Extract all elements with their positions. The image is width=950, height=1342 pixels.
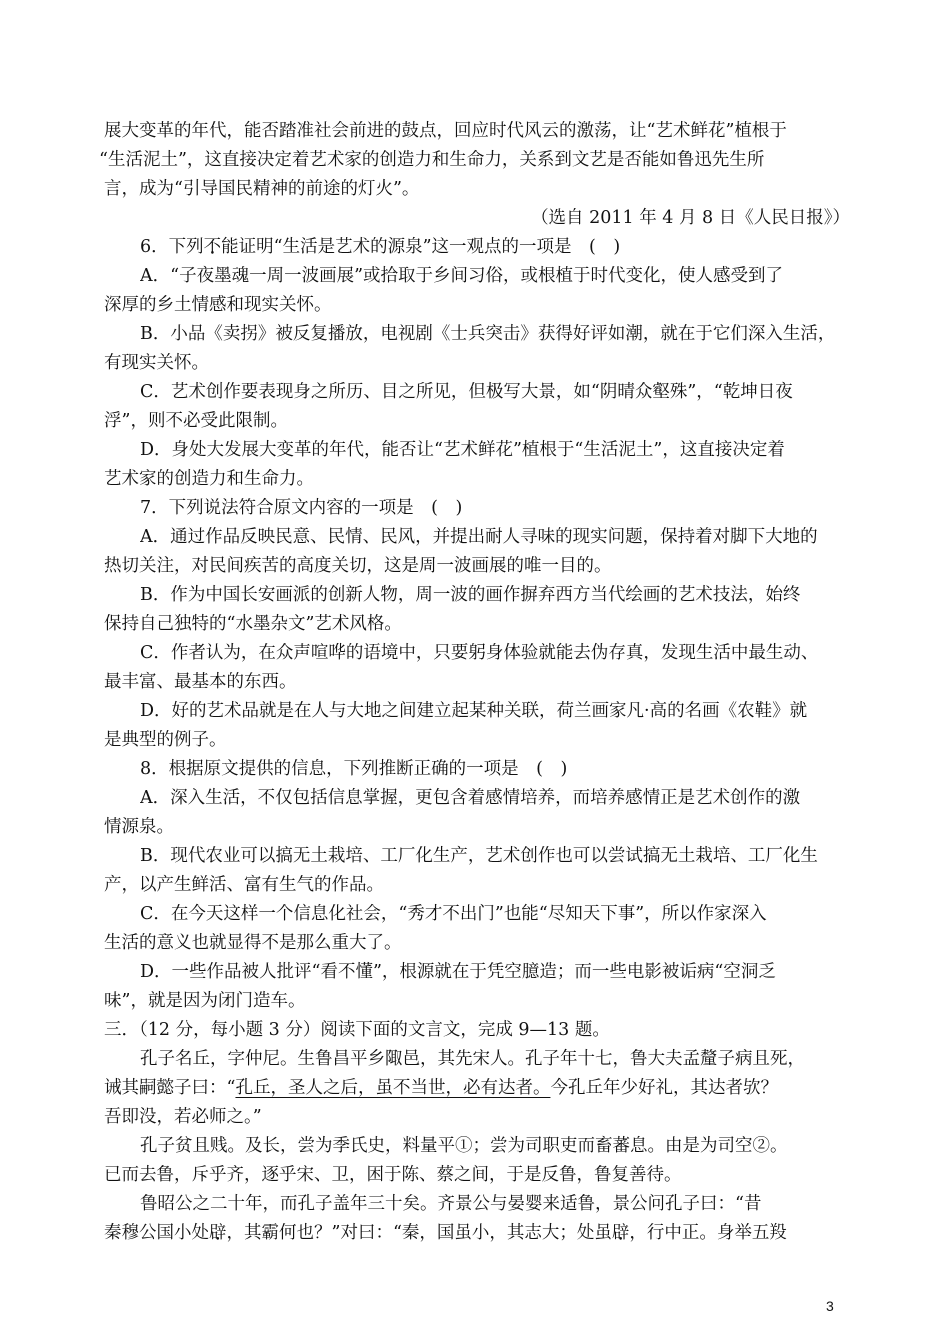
text-line: 深厚的乡土情感和现实关怀。 (104, 295, 332, 315)
text-line: 热切关注，对民间疾苦的高度关切，这是周一波画展的唯一目的。 (104, 556, 612, 576)
text-line: 言，成为“引导国民精神的前途的灯火”。 (104, 179, 420, 199)
emphasis-dot-text: 辟 (209, 1223, 227, 1243)
classical-text-line: 鲁昭公之二十年，而孔子盖年三十矣。齐景公与晏婴来适鲁，景公问孔子曰：“昔 (140, 1194, 762, 1214)
option-b-line: B．小品《卖拐》被反复播放，电视剧《士兵突击》获得好评如潮，就在于它们深入生活， (140, 324, 836, 344)
text-line: 情源泉。 (104, 817, 174, 837)
text-line: 有现实关怀。 (104, 353, 209, 373)
text-line: 味”，就是因为闭门造车。 (104, 991, 306, 1011)
text-line: 浮”，则不必受此限制。 (104, 411, 288, 431)
text-line: 展大变革的年代，能否踏准社会前进的鼓点，回应时代风云的激荡，让“艺术鲜花”植根于 (104, 121, 787, 141)
option-c-line: C．艺术创作要表现身之所历、目之所见，但极写大景，如“阴晴众壑殊”，“乾坤日夜 (140, 382, 793, 402)
emphasis-dot-text: 辟 (611, 1223, 630, 1243)
option-b-line: B．作为中国长安画派的创新人物，周一波的画作摒弃西方当代绘画的艺术技法，始终 (140, 585, 801, 605)
option-a-line: A．“子夜墨魂一周一波画展”或拾取于乡间习俗，或根植于时代变化，使人感受到了 (140, 266, 784, 286)
option-d-line: D．一些作品被人批评“看不懂”，根源就在于凭空臆造；而一些电影被诟病“空洞乏 (140, 962, 776, 982)
text-line: 最丰富、最基本的东西。 (104, 672, 297, 692)
option-d-line: D．好的艺术品就是在人与大地之间建立起某种关联，荷兰画家凡·高的名画《农鞋》就 (140, 701, 808, 721)
text-line: 是典型的例子。 (104, 730, 227, 750)
section-three-heading: 三．（12 分，每小题 3 分）阅读下面的文言文，完成 9—13 题。 (104, 1020, 610, 1040)
text-line: 生活的意义也就显得不是那么重大了。 (104, 933, 402, 953)
option-a-line: A．通过作品反映民意、民情、民风，并提出耐人寻味的现实问题，保持着对脚下大地的 (140, 527, 818, 547)
page-number: 3 (826, 1298, 834, 1314)
text-line: 艺术家的创造力和生命力。 (104, 469, 314, 489)
source-citation: （选自 2011 年 4 月 8 日《人民日报》） (531, 208, 850, 228)
option-c-line: C．作者认为，在众声喧哗的语境中，只要躬身体验就能去伪存真，发现生活中最生动、 (140, 643, 819, 663)
emphasis-dot-text: 不 (203, 237, 222, 257)
classical-text-line: 孔子贫且贱。及长，尝为季氏史，料量平①；尝为司职吏而畜蕃息。由是为司空②。 (140, 1136, 788, 1156)
text-line: 保持自己独特的“水墨杂文”艺术风格。 (104, 614, 402, 634)
question-8-stem: 8．根据原文提供的信息，下列推断正确的一项是 ( ) (140, 759, 568, 779)
underlined-sentence: 孔丘，圣人之后，虽不当世，必有达者。 (235, 1078, 551, 1098)
option-c-line: C．在今天这样一个信息化社会，“秀才不出门”也能“尽知天下事”，所以作家深入 (140, 904, 767, 924)
classical-text-line: 已而去鲁，斥乎齐，逐乎宋、卫，困于陈、蔡之间，于是反鲁，鲁复善待。 (104, 1165, 682, 1185)
classical-text-line: 吾即没，若必师之。” (104, 1107, 262, 1127)
option-a-line: A．深入生活，不仅包括信息掌握，更包含着感情培养，而培养感情正是艺术创作的激 (140, 788, 801, 808)
question-7-stem: 7．下列说法符合原文内容的一项是 ( ) (140, 498, 463, 518)
classical-text-line: 秦穆公国小处辟，其霸何也？”对曰：“秦，国虽小，其志大；处虽辟，行中正。身举五羖 (104, 1223, 787, 1243)
option-d-line: D．身处大发展大变革的年代，能否让“艺术鲜花”植根于“生活泥土”，这直接决定着 (140, 440, 785, 460)
text-line: “生活泥土”，这直接决定着艺术家的创造力和生命力，关系到文艺是否能如鲁迅先生所 (99, 150, 765, 170)
classical-text-line: 诫其嗣懿子曰：“孔丘，圣人之后，虽不当世，必有达者。今孔丘年少好礼，其达者欤？ (104, 1078, 778, 1098)
question-6-stem: 6．下列不能证明“生活是艺术的源泉”这一观点的一项是 ( ) (140, 237, 621, 257)
classical-text-line: 孔子名丘，字仲尼。生鲁昌平乡陬邑，其先宋人。孔子年十七，鲁大夫孟釐子病且死， (140, 1049, 805, 1069)
option-b-line: B．现代农业可以搞无土栽培、工厂化生产，艺术创作也可以尝试搞无土栽培、工厂化生 (140, 846, 818, 866)
text-line: 产，以产生鲜活、富有生气的作品。 (104, 875, 384, 895)
